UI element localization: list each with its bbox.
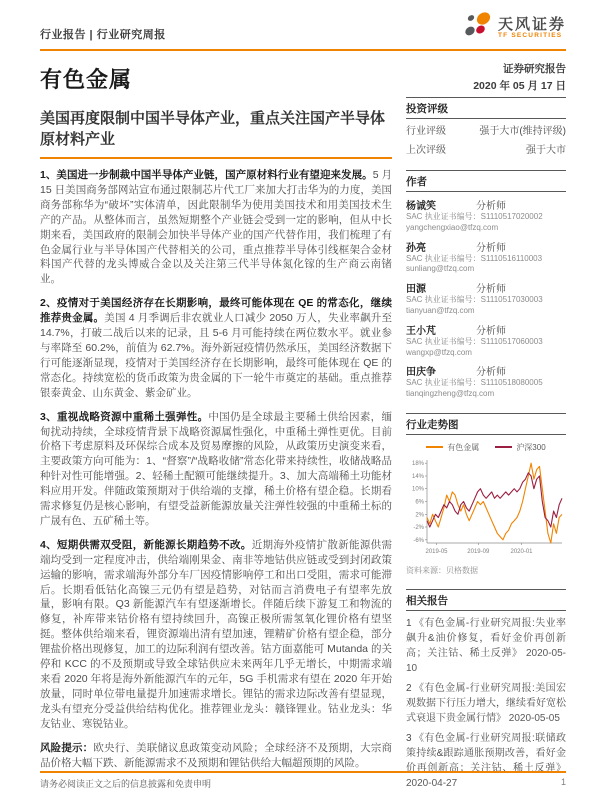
- legend-item-hs300: [495, 442, 545, 453]
- analyst-role: 分析师: [476, 367, 506, 379]
- rating-section-header: 投资评级: [406, 98, 566, 119]
- tf-securities-logo-icon: [463, 12, 493, 44]
- analyst-cert: SAC 执业证书编号：S1110517060003: [406, 336, 543, 346]
- brand-logo: [463, 12, 566, 44]
- previous-rating-value: 强于大市: [526, 145, 566, 156]
- risk-warning: [40, 741, 392, 771]
- paragraph-4-text: 近期海外疫情扩散新能源供需端均受到一定程度冲击，供给端刚果金、南非等地钴供应链或受到封闭政策运输的影响，需求端海外部分车厂因疫情影响停工和出口受阻，需求可能滞后。长期看低钴化高镍三元仍有望是趋势，对钴而言消费电子有望率先放量，影响有限。Q3 新能源汽车有望逐渐增长。伴随后续下游复工和物流的修复，补库带来钴价格有望持续回升，高镍正极所需氢氧化锂价格有望坚挺。整体供给端来看，锂资源端出清有望加速，锂精矿价格有望企稳，部分锂盐价格出现修复，加工的边际利润有望改善。钴方面嘉能可 Mutanda 的关停和 KCC 的不及预期或导致全球钴供应未来两年几乎无增长，中期需求端来看 2020 年将是海外新能源汽车的元年，5G 手机需求有望在 2020 年开始放量，同时单位带电量提升加速需求增长。锂钴的需求边际改善有望显现，龙头有望充分受益供给结构优化。推荐锂业龙头：赣锋锂业。钴业龙头：华友钴业、寒锐钴业。: [40, 538, 392, 730]
- related-report-2[interactable]: [406, 681, 566, 726]
- svg-text:2%: 2%: [415, 512, 424, 519]
- industry-rating-row: [406, 119, 566, 138]
- chart-legend: [406, 442, 566, 453]
- paragraph-2-text: 美国 4 月季调后非农就业人口减少 2050 万人，失业率飙升至 14.7%，打破二战后以来的记录，且 5-6 月可能持续在两位数水平。就业参与率降至 60.2%，前值为 62.7%。海外新冠疫情仍然承压，美国经济数据下行可能逐渐显现，疫情对于美国经济存在长期影响，最终可能体现在 QE 的常态化。持续宽松的货币政策为贵金属的下一轮牛市奠定的基础。重点推荐银泰黄金、山东黄金、紫金矿业。: [40, 312, 392, 399]
- paragraph-2-lead: 2、疫情对于美国经济存在长期影响，最终可能体现在 QE 的常态化，继续推荐贵金属。: [40, 297, 392, 325]
- paragraph-1-lead: 1、美国进一步制裁中国半导体产业链，国产原材料行业有望迎来发展。: [40, 169, 373, 181]
- analyst-name: 杨诚笑: [406, 201, 436, 212]
- trend-section-header: 行业走势图: [406, 413, 566, 435]
- related-report-2-title: 《有色金属-行业研究周报:美国宏观数据下行压力增大，继续看好宽松式衰退下贵金属行情》: [406, 682, 566, 724]
- analyst-email[interactable]: yangchengxiao@tfzq.com: [406, 222, 499, 232]
- analyst-email[interactable]: wangxp@tfzq.com: [406, 347, 472, 357]
- svg-text:14%: 14%: [411, 473, 424, 480]
- legend-label-metals: 有色金属: [447, 442, 480, 452]
- paragraph-3-text: 中国仍是全球最主要稀土供给因素，缅甸扰动持续，全球疫情背景下战略资源属性强化，中重稀土弹性更优。目前价格下考虑原料及环保综合成本及贸易摩擦的风险，从政策历史演变来看，主要政策方向可能为：1、“督察”/“战略收储”常态化带来持续性，收储战略品种针对性可能增强。2、轻稀土配额可能继续提升。3、加大高端稀土功能材料应用开发。伴随政策预期对于供给端的支撑，稀土价格有望企稳。长期看需求修复仍是核心影响，有望受益新能源放量关注弹性较强的中重稀土标的广晟有色、五矿稀土等。: [40, 410, 392, 527]
- paragraph-4: [40, 538, 392, 732]
- analyst-email[interactable]: tianyuan@tfzq.com: [406, 305, 475, 315]
- related-report-3-num: 3: [406, 732, 412, 744]
- analyst-card: [406, 363, 566, 400]
- analyst-name: 田源: [406, 284, 426, 296]
- svg-text:2020-01: 2020-01: [510, 548, 533, 555]
- svg-text:2019-09: 2019-09: [467, 548, 490, 555]
- analyst-role: 分析师: [476, 284, 506, 296]
- related-reports-header: 相关报告: [406, 589, 566, 611]
- previous-rating-row: [406, 138, 566, 157]
- paragraph-2: [40, 296, 392, 400]
- trend-line-chart: [406, 455, 566, 559]
- paragraph-1: [40, 168, 392, 287]
- brand-text: [498, 17, 566, 40]
- analyst-cert: SAC 执业证书编号：S1110516110003: [406, 253, 543, 263]
- sidebar: [406, 59, 566, 791]
- svg-text:2019-05: 2019-05: [425, 548, 448, 555]
- analyst-card: [406, 280, 566, 317]
- legend-swatch-hs300: [495, 446, 512, 448]
- analyst-cert: SAC 执业证书编号：S1110517020002: [406, 212, 543, 221]
- analyst-card: [406, 197, 566, 234]
- paragraph-3: [40, 410, 392, 529]
- report-type-label: 证券研究报告: [503, 63, 566, 75]
- analyst-name: 田庆争: [406, 367, 436, 379]
- paragraph-3-lead: 3、重视战略资源中重稀土强弹性。: [40, 410, 209, 423]
- industry-rating-label: 行业评级: [406, 126, 446, 137]
- analyst-cert: SAC 执业证书编号：S1110517030003: [406, 295, 543, 305]
- brand-name: 天风证券: [497, 15, 566, 33]
- paragraph-4-lead: 4、短期供需双受阻，新能源长期趋势不改。: [40, 538, 252, 551]
- svg-text:-2%: -2%: [413, 524, 424, 531]
- analyst-email[interactable]: sunliang@tfzq.com: [406, 264, 475, 274]
- industry-rating-value: 强于大市(维持评级): [479, 126, 566, 137]
- analyst-cert: SAC 执业证书编号：S1110518080005: [406, 378, 543, 388]
- legend-swatch-metals: [426, 446, 443, 448]
- analyst-role: 分析师: [476, 201, 506, 212]
- svg-text:6%: 6%: [415, 499, 424, 506]
- svg-text:-6%: -6%: [413, 537, 424, 544]
- risk-warning-text: 欧央行、美联储议息政策变动风险；全球经济不及预期，大宗商品价格大幅下跌、新能源需求不及预期和锂钴供给大幅超预期的风险。: [40, 741, 392, 769]
- legend-label-hs300: 沪深300: [516, 442, 546, 452]
- footer-disclaimer: 请务必阅读正文之后的信息披露和免责申明: [40, 779, 212, 789]
- analyst-email[interactable]: tianqingzheng@tfzq.com: [406, 389, 495, 399]
- related-report-1-title: 《有色金属-行业研究周报:失业率飙升&油价修复，看好金价再创新高；关注钴、稀土反弹》: [406, 617, 566, 659]
- related-report-3-title: 《有色金属-行业研究周报:联储政策持续&跟踪通胀预期改善，看好金价再创新高；关注钴、稀土反弹》: [406, 732, 566, 774]
- page-header: [40, 12, 566, 51]
- risk-warning-lead: 风险提示：: [40, 741, 94, 754]
- chart-source: 资料来源：贝格数据: [406, 565, 478, 575]
- svg-text:18%: 18%: [411, 461, 424, 468]
- authors-section-header: 作者: [406, 170, 566, 192]
- legend-item-metals: [426, 442, 479, 453]
- page-footer: [40, 771, 566, 790]
- related-report-1[interactable]: [406, 616, 566, 676]
- previous-rating-label: 上次评级: [406, 145, 446, 156]
- analyst-role: 分析师: [476, 325, 506, 337]
- analyst-card: [406, 322, 566, 359]
- analyst-role: 分析师: [476, 242, 506, 254]
- analyst-card: [406, 239, 566, 276]
- related-report-1-num: 1: [406, 617, 412, 629]
- analyst-name: 王小芃: [406, 325, 436, 337]
- paragraph-1-text: 5 月 15 日美国商务部网站宣布通过限制芯片代工厂来加大打击华为的力度，美国商务部称华为“破坏”实体清单，因此限制华为使用美国技术和用美国技术生产的产品。从整体而言，虽然短期整个产业链会受到一定的影响，但从中长期来看，美国政府的限制会加快半导体产业的国产代替作用，我们梳理了有色金属行业与半导体国产代替相关的公司，重点推荐半导体引线框架合金材料国产代替的龙头博威合金以及关注第三代半导体氮化镓的生产商云南锗业。: [40, 169, 392, 286]
- report-date: 2020 年 05 月 17 日: [406, 76, 566, 98]
- main-column: [40, 59, 392, 791]
- svg-text:10%: 10%: [411, 486, 424, 493]
- brand-subtitle: TF SECURITIES: [497, 32, 563, 40]
- analyst-name: 孙亮: [406, 242, 426, 254]
- report-body: [40, 168, 392, 770]
- page-number: 1: [560, 777, 566, 787]
- industry-trend-chart: [406, 455, 566, 559]
- report-tag: 行业报告 | 行业研究周报: [40, 29, 166, 41]
- related-report-2-num: 2: [406, 682, 412, 694]
- related-report-1-date: 2020-05-10: [406, 647, 567, 674]
- report-headline: 美国再度限制中国半导体产业，重点关注国产半导体原材料产业: [40, 108, 392, 159]
- related-report-3-date: 2020-04-27: [406, 777, 458, 789]
- page-title: 有色金属: [40, 67, 133, 92]
- related-report-2-date: 2020-05-05: [508, 712, 560, 724]
